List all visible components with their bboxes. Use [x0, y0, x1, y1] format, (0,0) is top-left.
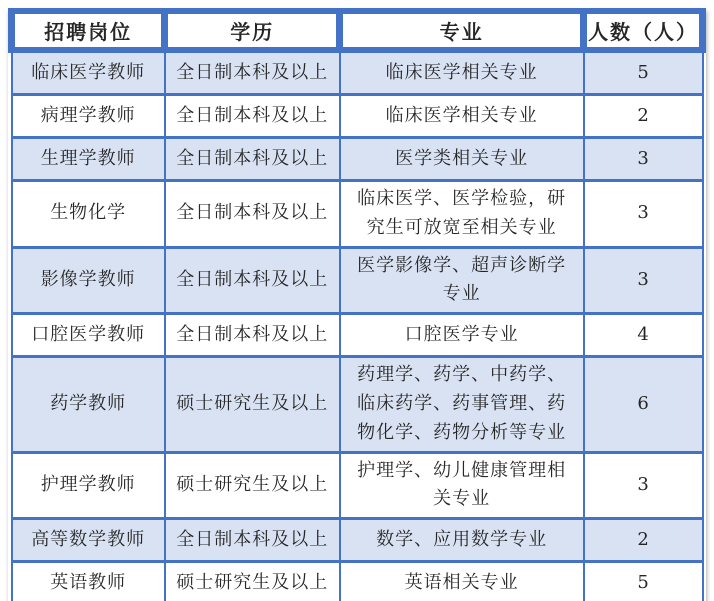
cell-position: 英语教师: [12, 562, 165, 601]
table-row: [12, 562, 703, 601]
cell-education: 全日制本科及以上: [165, 314, 340, 357]
cell-major: 护理学、幼儿健康管理相关专业: [340, 452, 584, 519]
cell-count: 5: [584, 562, 703, 601]
cell-education: 硕士研究生及以上: [165, 562, 340, 601]
cell-education: 全日制本科及以上: [165, 181, 340, 248]
cell-position: 影像学教师: [12, 247, 165, 314]
cell-education: 全日制本科及以上: [165, 138, 340, 181]
table-row: [12, 314, 703, 357]
cell-position: 高等数学教师: [12, 519, 165, 562]
column-header-position: 招聘岗位: [12, 11, 165, 50]
cell-major: 数学、应用数学专业: [340, 519, 584, 562]
column-header-major: 专业: [340, 11, 584, 50]
table-row: [12, 357, 703, 452]
header-row: [12, 11, 703, 50]
cell-major: 临床医学、医学检验，研究生可放宽至相关专业: [340, 181, 584, 248]
table-row: [12, 247, 703, 314]
cell-education: 硕士研究生及以上: [165, 452, 340, 519]
cell-count: 2: [584, 95, 703, 138]
table-row: [12, 519, 703, 562]
cell-education: 全日制本科及以上: [165, 95, 340, 138]
cell-count: 2: [584, 519, 703, 562]
cell-position: 生物化学: [12, 181, 165, 248]
cell-education: 全日制本科及以上: [165, 50, 340, 95]
cell-education: 硕士研究生及以上: [165, 357, 340, 452]
cell-major: 口腔医学专业: [340, 314, 584, 357]
cell-position: 口腔医学教师: [12, 314, 165, 357]
cell-major: 临床医学相关专业: [340, 95, 584, 138]
recruitment-table: [8, 8, 706, 601]
column-header-education: 学历: [165, 11, 340, 50]
cell-position: 护理学教师: [12, 452, 165, 519]
cell-count: 3: [584, 247, 703, 314]
table-row: [12, 50, 703, 95]
cell-position: 临床医学教师: [12, 50, 165, 95]
cell-major: 医学类相关专业: [340, 138, 584, 181]
cell-major: 英语相关专业: [340, 562, 584, 601]
cell-count: 3: [584, 452, 703, 519]
column-header-count: 人数（人）: [584, 11, 703, 50]
cell-count: 5: [584, 50, 703, 95]
cell-count: 4: [584, 314, 703, 357]
table-row: [12, 95, 703, 138]
cell-count: 3: [584, 181, 703, 248]
cell-major: 医学影像学、超声诊断学专业: [340, 247, 584, 314]
table-row: [12, 181, 703, 248]
cell-count: 6: [584, 357, 703, 452]
table-row: [12, 452, 703, 519]
cell-major: 临床医学相关专业: [340, 50, 584, 95]
cell-position: 药学教师: [12, 357, 165, 452]
cell-position: 病理学教师: [12, 95, 165, 138]
cell-education: 全日制本科及以上: [165, 247, 340, 314]
cell-count: 3: [584, 138, 703, 181]
cell-position: 生理学教师: [12, 138, 165, 181]
table-row: [12, 138, 703, 181]
cell-education: 全日制本科及以上: [165, 519, 340, 562]
cell-major: 药理学、药学、中药学、临床药学、药事管理、药物化学、药物分析等专业: [340, 357, 584, 452]
